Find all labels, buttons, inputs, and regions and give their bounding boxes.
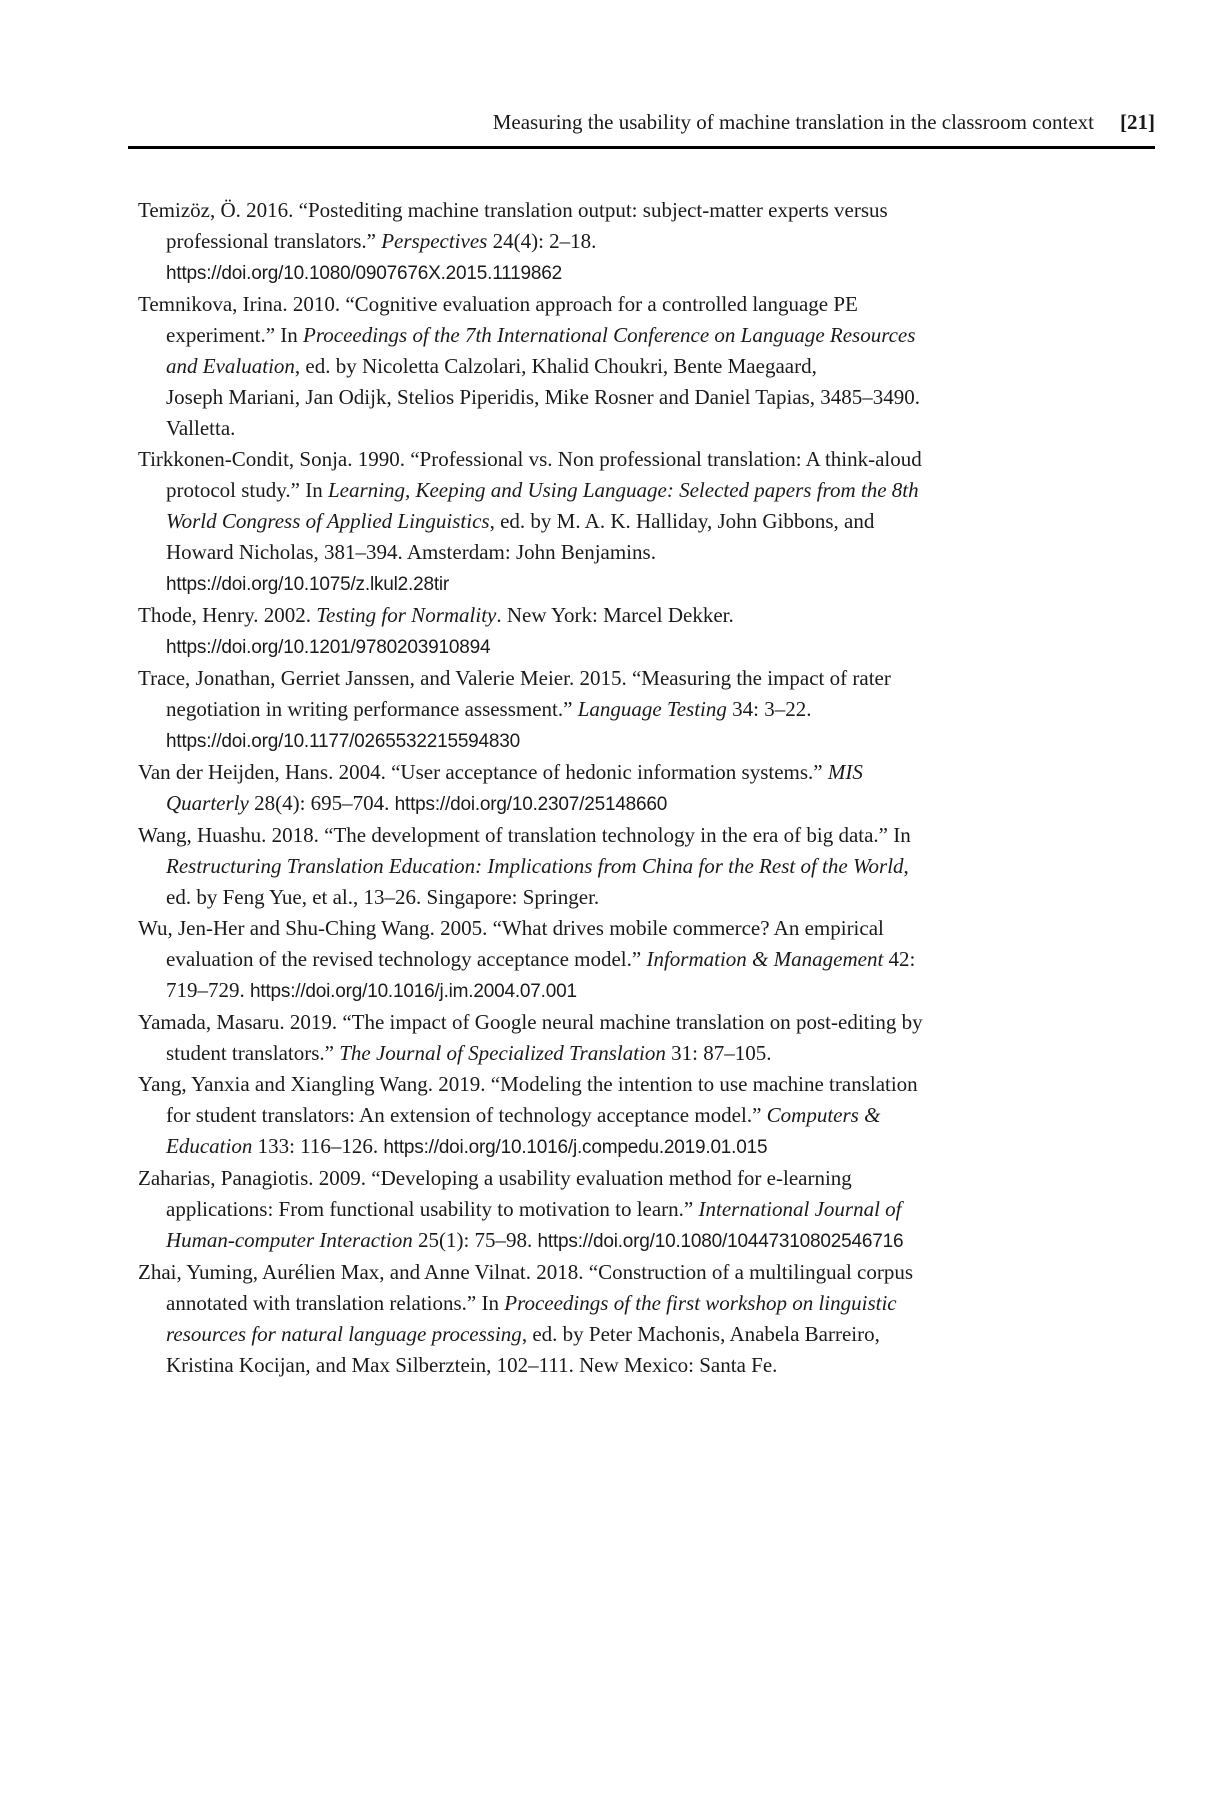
- reference-entry: [138, 1163, 1155, 1257]
- reference-entry: [138, 757, 1155, 820]
- reference-text: annotated with translation relations.” In: [166, 1291, 505, 1315]
- reference-title-italic: Computers &: [766, 1103, 881, 1127]
- doi-link[interactable]: https://doi.org/10.1016/j.im.2004.07.001: [250, 981, 577, 1002]
- page-content: [128, 0, 1155, 1381]
- doi-link[interactable]: https://doi.org/10.1177/0265532215594830: [166, 731, 521, 752]
- doi-link[interactable]: https://doi.org/10.1080/0907676X.2015.1119862: [166, 263, 562, 284]
- reference-title-italic: and Evaluation: [166, 354, 295, 378]
- reference-text: 25(1): 75–98.: [412, 1228, 538, 1252]
- reference-text: , ed. by M. A. K. Halliday, John Gibbons, and: [489, 509, 875, 533]
- reference-entry: [138, 600, 1155, 663]
- reference-title-italic: Quarterly: [166, 791, 249, 815]
- reference-text: , ed. by Peter Machonis, Anabela Barreiro,: [521, 1322, 880, 1346]
- reference-entry: [138, 444, 1155, 600]
- reference-text: Tirkkonen-Condit, Sonja. 1990. “Professional vs. Non professional translation: A think-aloud: [138, 447, 922, 471]
- reference-text: Temizöz, Ö. 2016. “Postediting machine translation output: subject-matter experts versus: [138, 198, 888, 222]
- reference-title-italic: The Journal of Specialized Translation: [339, 1041, 666, 1065]
- reference-text: Zaharias, Panagiotis. 2009. “Developing a usability evaluation method for e-learning: [138, 1166, 852, 1190]
- reference-title-italic: Human-computer Interaction: [166, 1228, 413, 1252]
- reference-text: for student translators: An extension of technology acceptance model.”: [166, 1103, 767, 1127]
- reference-entry: [138, 1257, 1155, 1381]
- reference-text: Wang, Huashu. 2018. “The development of translation technology in the era of big data.” In: [138, 823, 911, 847]
- reference-title-italic: Language Testing: [577, 697, 727, 721]
- reference-title-italic: Perspectives: [381, 229, 488, 253]
- reference-title-italic: Learning, Keeping and Using Language: Selected papers from the 8th: [327, 478, 919, 502]
- reference-text: student translators.”: [166, 1041, 340, 1065]
- reference-title-italic: MIS: [827, 760, 863, 784]
- running-header-line: [128, 0, 1155, 134]
- reference-text: Yang, Yanxia and Xiangling Wang. 2019. “Modeling the intention to use machine translation: [138, 1072, 918, 1096]
- reference-text: Zhai, Yuming, Aurélien Max, and Anne Vilnat. 2018. “Construction of a multilingual corpus: [138, 1260, 914, 1284]
- reference-text: 42:: [883, 947, 916, 971]
- reference-text: experiment.” In: [166, 323, 304, 347]
- reference-text: Valletta.: [166, 416, 236, 440]
- reference-text: Joseph Mariani, Jan Odijk, Stelios Piperidis, Mike Rosner and Daniel Tapias, 3485–3490.: [166, 385, 921, 409]
- reference-text: negotiation in writing performance assessment.”: [166, 697, 578, 721]
- reference-title-italic: Proceedings of the 7th International Conference on Language Resources: [303, 323, 916, 347]
- reference-entry: [138, 1069, 1155, 1163]
- reference-text: evaluation of the revised technology acceptance model.”: [166, 947, 647, 971]
- running-title: Measuring the usability of machine translation in the classroom context: [492, 110, 1094, 134]
- reference-title-italic: International Journal of: [698, 1197, 902, 1221]
- doi-link[interactable]: https://doi.org/10.1080/10447310802546716: [537, 1231, 904, 1252]
- reference-entry: [138, 289, 1155, 444]
- reference-text: Trace, Jonathan, Gerriet Janssen, and Valerie Meier. 2015. “Measuring the impact of rater: [138, 666, 891, 690]
- reference-text: professional translators.”: [166, 229, 382, 253]
- reference-title-italic: Restructuring Translation Education: Implications from China for the Rest of the World: [166, 854, 904, 878]
- reference-text: Yamada, Masaru. 2019. “The impact of Google neural machine translation on post-editing by: [138, 1010, 923, 1034]
- doi-link[interactable]: https://doi.org/10.1075/z.lkul2.28tir: [166, 574, 450, 595]
- reference-title-italic: Information & Management: [646, 947, 884, 971]
- reference-title-italic: Education: [166, 1134, 253, 1158]
- reference-title-italic: World Congress of Applied Linguistics: [166, 509, 490, 533]
- reference-entry: [138, 820, 1155, 913]
- reference-text: Howard Nicholas, 381–394. Amsterdam: John Benjamins.: [166, 540, 656, 564]
- reference-text: applications: From functional usability to motivation to learn.”: [166, 1197, 699, 1221]
- running-header: [128, 0, 1155, 149]
- reference-entry: [138, 195, 1155, 289]
- reference-text: Kristina Kocijan, and Max Silberztein, 102–111. New Mexico: Santa Fe.: [166, 1353, 778, 1377]
- doi-link[interactable]: https://doi.org/10.2307/25148660: [394, 794, 668, 815]
- reference-entry: [138, 1007, 1155, 1069]
- reference-text: . New York: Marcel Dekker.: [496, 603, 734, 627]
- reference-text: ,: [903, 854, 909, 878]
- reference-text: 24(4): 2–18.: [487, 229, 597, 253]
- reference-text: 133: 116–126.: [252, 1134, 384, 1158]
- doi-link[interactable]: https://doi.org/10.1016/j.compedu.2019.01.015: [383, 1137, 768, 1158]
- reference-text: Thode, Henry. 2002.: [138, 603, 317, 627]
- page-number: [21]: [1120, 110, 1155, 134]
- reference-text: ed. by Feng Yue, et al., 13–26. Singapore: Springer.: [166, 885, 600, 909]
- reference-text: 28(4): 695–704.: [248, 791, 395, 815]
- reference-title-italic: resources for natural language processing: [166, 1322, 522, 1346]
- reference-text: 719–729.: [166, 978, 250, 1002]
- reference-text: 31: 87–105.: [665, 1041, 772, 1065]
- reference-text: Wu, Jen-Her and Shu-Ching Wang. 2005. “What drives mobile commerce? An empirical: [138, 916, 884, 940]
- reference-title-italic: Testing for Normality: [316, 603, 497, 627]
- reference-entry: [138, 663, 1155, 757]
- reference-title-italic: Proceedings of the first workshop on linguistic: [504, 1291, 897, 1315]
- reference-text: 34: 3–22.: [726, 697, 812, 721]
- doi-link[interactable]: https://doi.org/10.1201/9780203910894: [166, 637, 491, 658]
- reference-entry: [138, 913, 1155, 1007]
- references-list: [128, 195, 1155, 1381]
- header-rule: [128, 146, 1155, 149]
- reference-text: protocol study.” In: [166, 478, 328, 502]
- reference-text: Temnikova, Irina. 2010. “Cognitive evaluation approach for a controlled language PE: [138, 292, 858, 316]
- reference-text: , ed. by Nicoletta Calzolari, Khalid Choukri, Bente Maegaard,: [294, 354, 817, 378]
- reference-text: Van der Heijden, Hans. 2004. “User acceptance of hedonic information systems.”: [138, 760, 828, 784]
